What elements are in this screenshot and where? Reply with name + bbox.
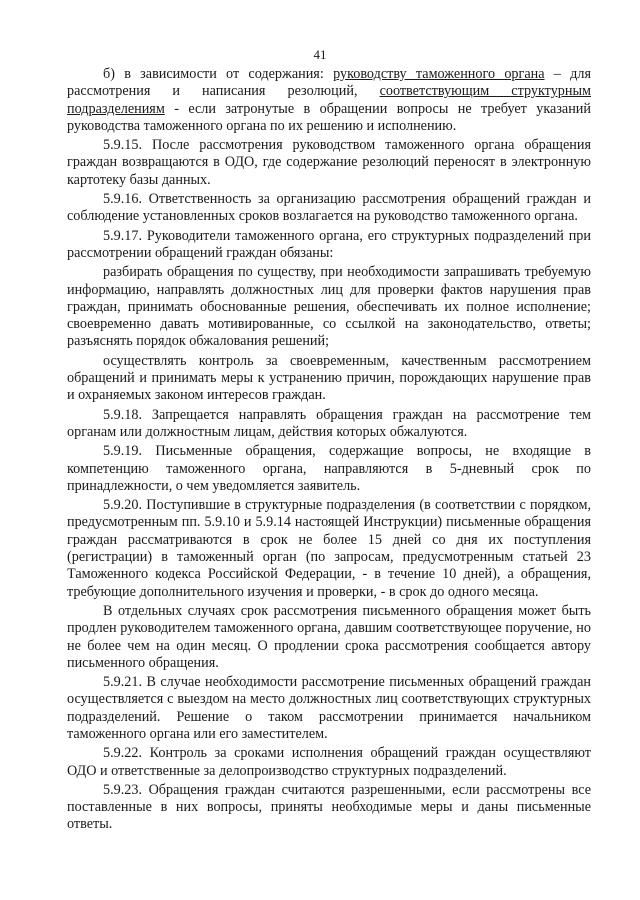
paragraph-5-9-18: 5.9.18. Запрещается направлять обращения граждан на рассмотрение тем органам или должностным лицам, действия которых обжалуются. xyxy=(67,406,591,440)
paragraph-b-intro: б) в зависимости от содержания: xyxy=(103,66,334,82)
paragraph-5-9-20: 5.9.20. Поступившие в структурные подразделения (в соответствии с порядком, предусмотренным пп. 5.9.10 и 5.9.14 настоящей Инструкции) письменные обращения граждан рассматриваются в срок не более 15 дней со дня их поступления (регистрации) в таможенный орган (по запросам, предусмотренным статьей 23 Таможенного кодекса Российской Федерации, - в течение 10 дней), а обращения, требующие дополнительного изучения и проверки, - в срок до одного месяца. xyxy=(67,497,591,600)
paragraph-5-9-17-duty-2: осуществлять контроль за своевременным, качественным рассмотрением обращений и принимать меры к устранению причин, порождающих нарушение прав и охраняемых законом интересов граждан. xyxy=(67,352,591,404)
paragraph-5-9-17-duty-1: разбирать обращения по существу, при необходимости запрашивать требуемую информацию, направлять должностных лиц для проверки фактов нарушения прав граждан, принимать обоснованные решения, обеспечивать их полное исполнение; своевременно давать мотивированные, со ссылкой на законодательство, ответы; разъяснять порядок обжалования решений; xyxy=(67,264,591,350)
paragraph-extension: В отдельных случаях срок рассмотрения письменного обращения может быть продлен руководителем таможенного органа, давшим соответствующее поручение, но не более чем на один месяц. О продлении срока рассмотрения сообщается автору письменного обращения. xyxy=(67,602,591,671)
underlined-management: руководству таможенного органа xyxy=(333,66,545,82)
underlined-subdivisions: соответствующим структурным подразделениям xyxy=(67,83,591,117)
paragraph-5-9-21: 5.9.21. В случае необходимости рассмотрение письменных обращений граждан осуществляется с выездом на место должностных лиц соответствующих структурных подразделений. Решение о таком рассмотрении принимается начальником таможенного органа или его заместителем. xyxy=(67,674,591,742)
paragraph-b xyxy=(67,66,591,135)
paragraph-5-9-19: 5.9.19. Письменные обращения, содержащие вопросы, не входящие в компетенцию таможенного органа, направляются в 5-дневный срок по принадлежности, о чем уведомляется заявитель. xyxy=(67,443,591,494)
paragraph-5-9-15: 5.9.15. После рассмотрения руководством таможенного органа обращения граждан возвращаются в ОДО, где содержание резолюций переносят в электронную картотеку базы данных. xyxy=(67,137,591,188)
paragraph-b-middle: – для рассмотрения и написания резолюций, xyxy=(67,66,591,100)
paragraph-5-9-16: 5.9.16. Ответственность за организацию рассмотрения обращений граждан и соблюдение установленных сроков возлагается на руководство таможенного органа. xyxy=(67,191,591,225)
paragraph-5-9-17: 5.9.17. Руководители таможенного органа, его структурных подразделений при рассмотрении обращений граждан обязаны: xyxy=(67,227,591,261)
page-number: 41 xyxy=(313,47,327,62)
document-body xyxy=(67,66,591,836)
paragraph-b-ending: - если затронутые в обращении вопросы не требует указаний руководства таможенного органа по их решению и исполнению. xyxy=(67,100,591,134)
paragraph-5-9-23: 5.9.23. Обращения граждан считаются разрешенными, если рассмотрены все поставленные в них вопросы, приняты необходимые меры и даны письменные ответы. xyxy=(67,781,591,833)
paragraph-5-9-22: 5.9.22. Контроль за сроками исполнения обращений граждан осуществляют ОДО и ответственные за делопроизводство структурных подразделений. xyxy=(67,745,591,779)
